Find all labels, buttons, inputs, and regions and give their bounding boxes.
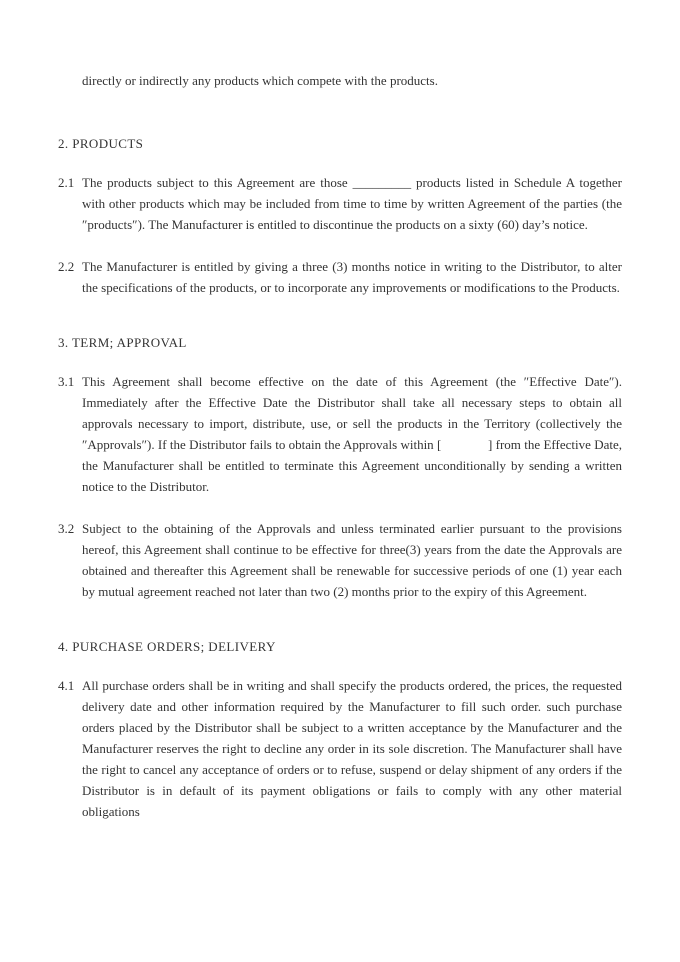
clause-text: Subject to the obtaining of the Approvals and unless terminated earlier pursuant to the provisions hereof, this Agreement shall continue to be effective for three(3) years from the date the Approvals are obtained and thereafter this Agreement shall be renewable for successive periods of one (1) year each by mutual agreement reached not later than two (2) months prior to the expiry of this Agreement.	[82, 521, 622, 599]
clause-text: The products subject to this Agreement are those _________ products listed in Schedule A together with other products which may be included from time to time by written Agreement of the parties (the ″products″). The Manufacturer is entitled to discontinue the products on a sixty (60) day’s notice.	[82, 175, 622, 232]
paragraph-continuation: directly or indirectly any products which compete with the products.	[82, 73, 438, 88]
clause-4-1	[58, 675, 622, 822]
clause-number: 4.1	[58, 678, 75, 693]
clause-number: 3.1	[58, 374, 75, 389]
section-heading-term-approval: 3. TERM; APPROVAL	[58, 335, 187, 350]
clause-number: 2.1	[58, 175, 75, 190]
clause-2-1	[58, 172, 622, 235]
clause-text: This Agreement shall become effective on the date of this Agreement (the ″Effective Date″). Immediately after the Effective Date the Distributor shall take all necessary steps to obtain all approvals necessary to import, distribute, use, or sell the products in the Territory (collectively the ″Approvals″). If the Distributor fails to obtain the Approvals within [ ] from the Effective Date, the Manufacturer shall be entitled to terminate this Agreement unconditionally by sending a written notice to the Distributor.	[82, 374, 622, 494]
section-heading-products: 2. PRODUCTS	[58, 136, 144, 151]
clause-number: 2.2	[58, 259, 75, 274]
section-heading-purchase-orders-delivery: 4. PURCHASE ORDERS; DELIVERY	[58, 639, 276, 654]
clause-3-1	[58, 371, 622, 497]
clause-number: 3.2	[58, 521, 75, 536]
clause-3-2	[58, 518, 622, 602]
clause-text: The Manufacturer is entitled by giving a three (3) months notice in writing to the Distributor, to alter the specifications of the products, or to incorporate any improvements or modifications to the Products.	[82, 259, 622, 295]
clause-text: All purchase orders shall be in writing and shall specify the products ordered, the prices, the requested delivery date and other information required by the Manufacturer to fill such order. such purchase orders placed by the Distributor shall be subject to a written acceptance by the Manufacturer and the Manufacturer reserves the right to decline any order in its sole discretion. The Manufacturer shall have the right to cancel any acceptance of orders or to refuse, suspend or delay shipment of any orders if the Distributor is in default of its payment obligations or fails to comply with any other material obligations	[82, 678, 622, 819]
clause-2-2	[58, 256, 622, 298]
